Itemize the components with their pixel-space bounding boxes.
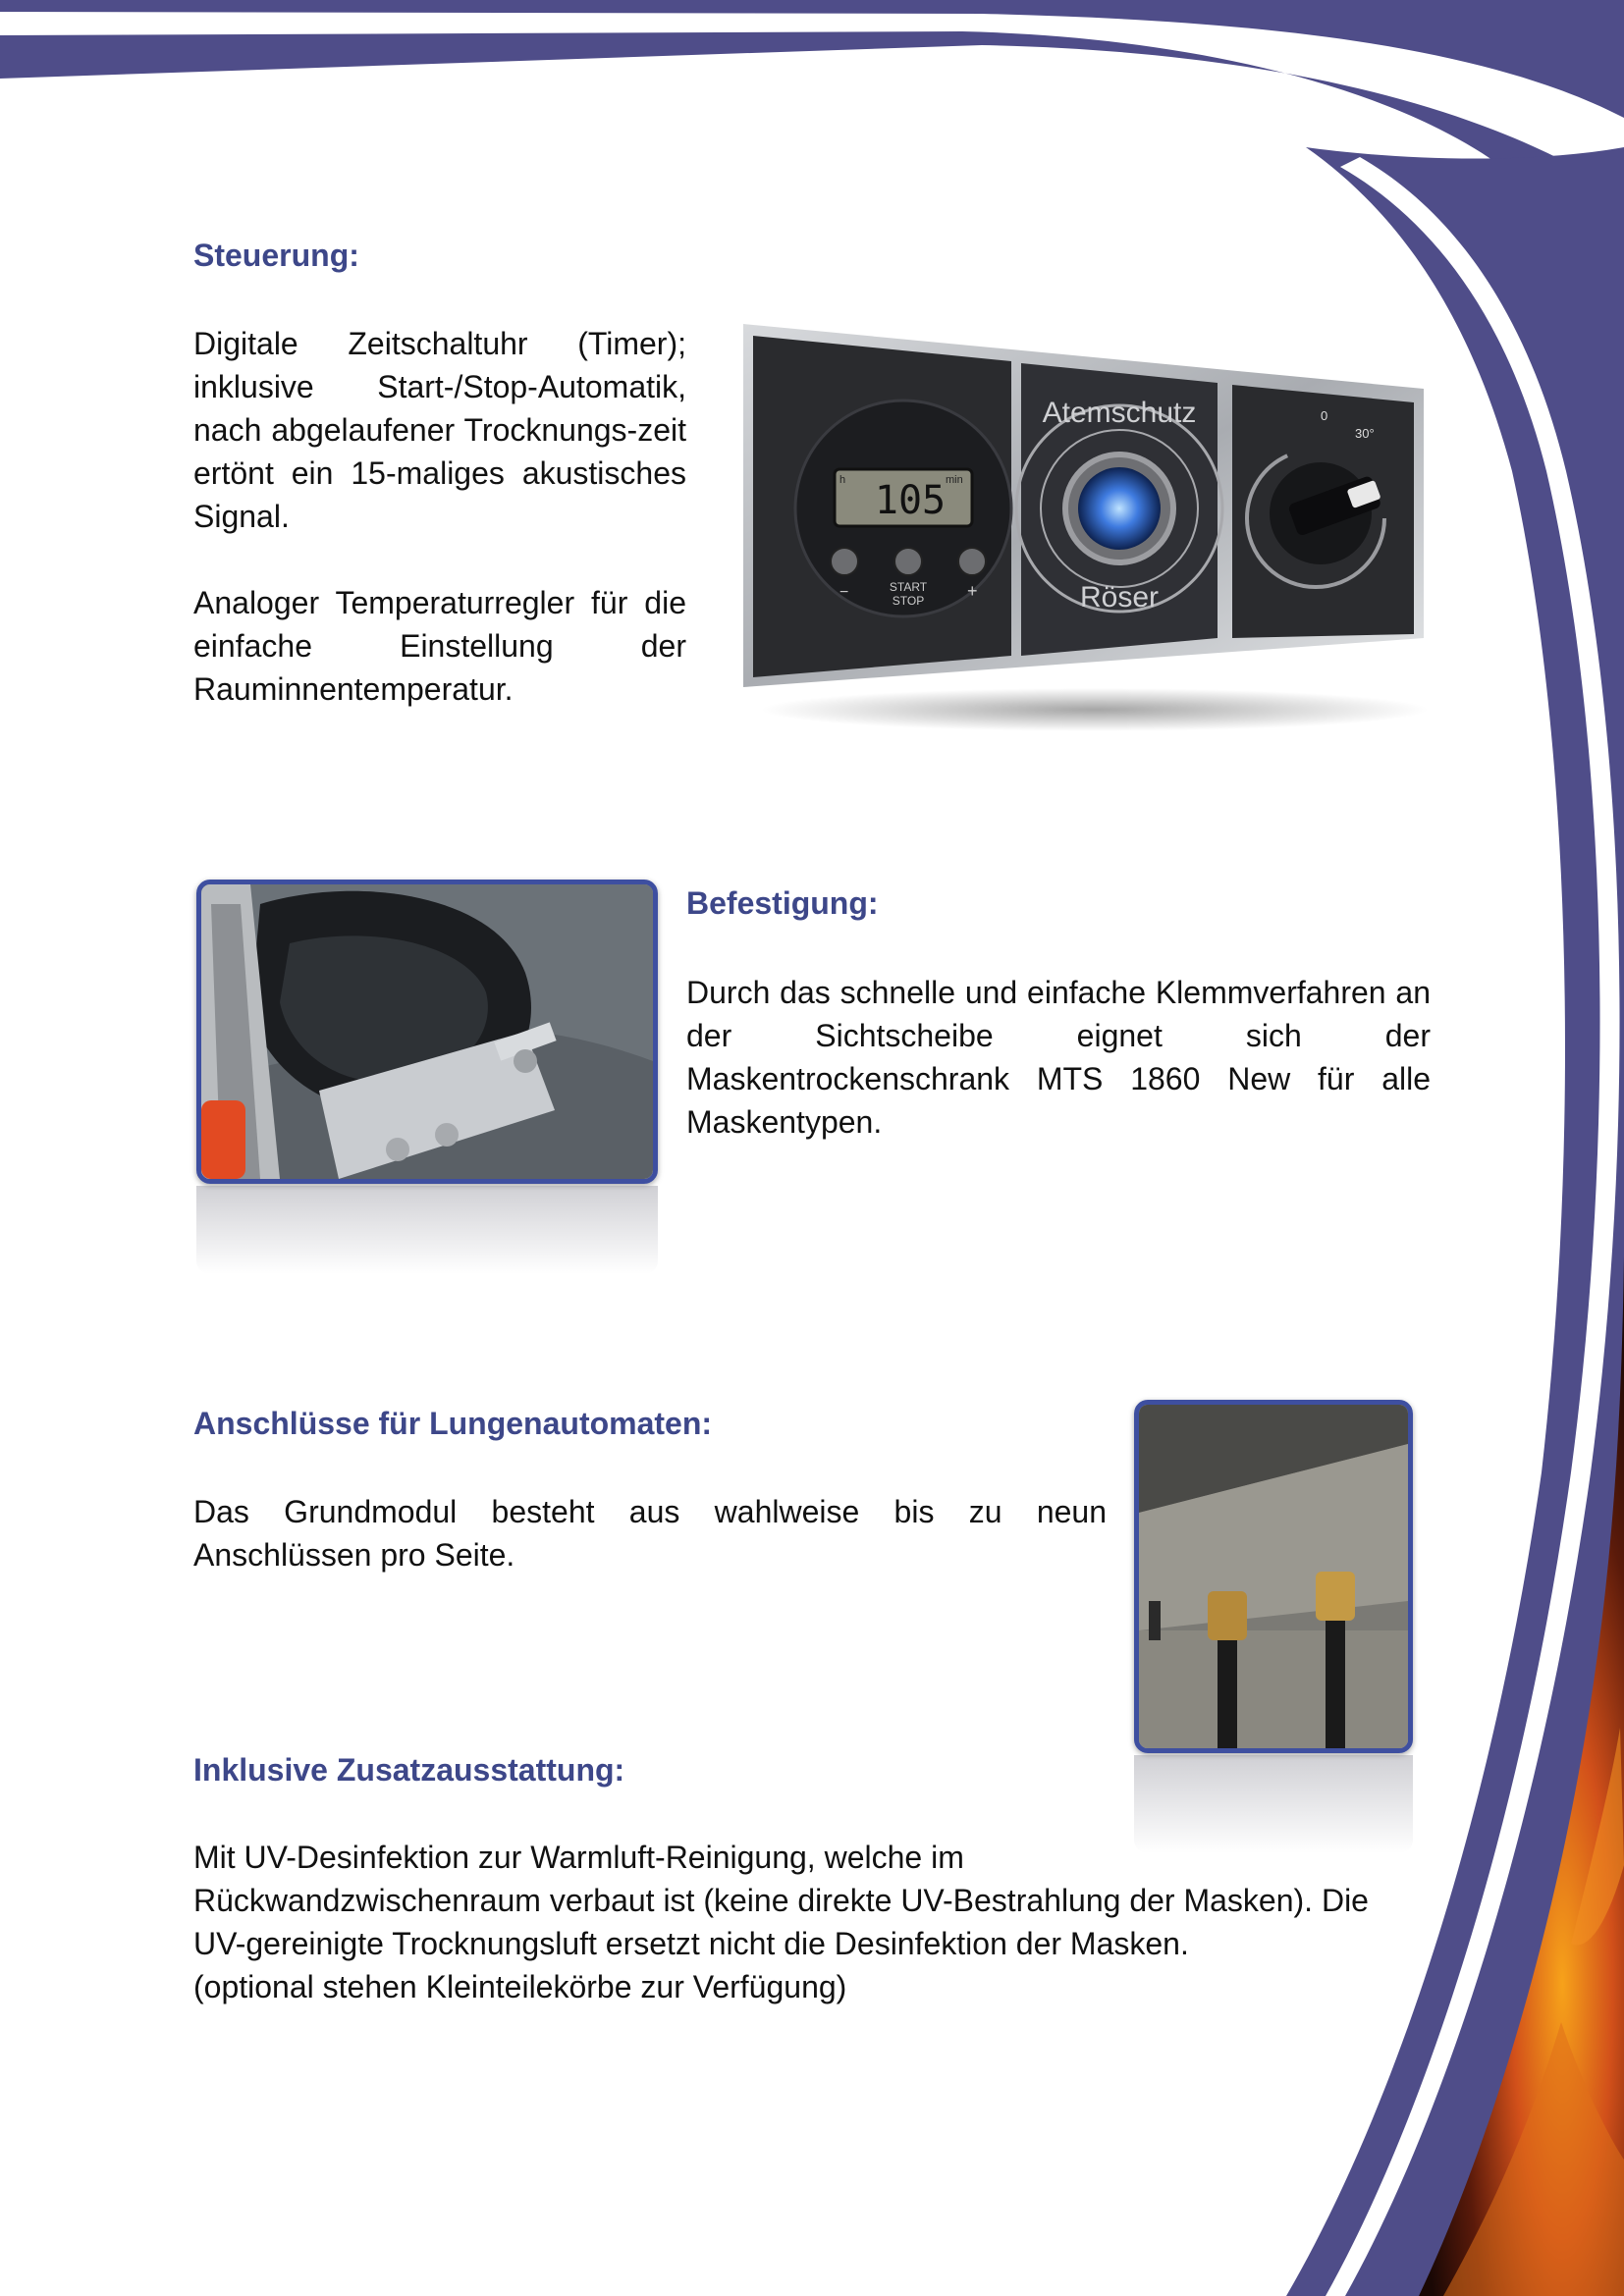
timer-stop-label: STOP <box>892 594 925 608</box>
timer-display: 105 <box>874 478 947 523</box>
timer-minus-button <box>831 548 858 575</box>
control-panel-image <box>741 322 1429 734</box>
zusatz-line: Mit UV-Desinfektion zur Warmluft-Reinigung, welche im <box>193 1840 964 1875</box>
clamp-photo <box>196 880 658 1184</box>
paragraph-steuerung-temperature: Analoger Temperaturregler für die einfache Einstellung der Rauminnentemperatur. <box>193 585 686 707</box>
zusatz-line: Rückwandzwischenraum verbaut ist (keine direkte UV-Bestrahlung der Masken). Die <box>193 1883 1369 1918</box>
zusatz-line: (optional stehen Kleinteilekörbe zur Verfügung) <box>193 1969 847 2004</box>
paragraph-anschluesse: Das Grundmodul besteht aus wahlweise bis zu neun Anschlüssen pro Seite. <box>193 1494 1107 1573</box>
timer-start-label: START <box>889 580 928 594</box>
timer-unit-right: min <box>946 474 963 486</box>
zusatz-line: UV-gereinigte Trocknungsluft ersetzt nicht die Desinfektion der Masken. <box>193 1926 1189 1961</box>
timer-plus-button <box>958 548 986 575</box>
clamp-photo-reflection <box>196 1186 658 1274</box>
emblem-top-text: Atemschutz <box>1042 397 1197 429</box>
red-handle <box>201 1100 245 1179</box>
connector-photo <box>1134 1400 1413 1753</box>
paragraph-zusatzausstattung <box>193 1836 1460 2008</box>
paragraph-steuerung-timer: Digitale Zeitschaltuhr (Timer); inklusive Start-/Stop-Automatik, nach abgelaufener Trocknungs-zeit ertönt ein 15-maliges akustisches Signal. <box>193 326 686 534</box>
dial-mark-zero: 0 <box>1321 408 1328 423</box>
timer-start-stop-button <box>894 548 922 575</box>
heading-anschluesse: Anschlüsse für Lungenautomaten: <box>193 1406 713 1441</box>
dial-mark-30: 30° <box>1355 426 1375 441</box>
heading-zusatzausstattung: Inklusive Zusatzausstattung: <box>193 1752 625 1788</box>
timer-plus-label: + <box>967 581 978 601</box>
timer-minus-label: − <box>839 584 849 601</box>
timer-unit-left: h <box>839 474 846 486</box>
blue-indicator-light <box>1078 467 1161 550</box>
paragraph-befestigung: Durch das schnelle und einfache Klemmverfahren an der Sichtscheibe eignet sich der Maskentrockenschrank MTS 1860 New für alle Maskentypen. <box>686 975 1431 1140</box>
emblem-bottom-text: Röser <box>1079 581 1160 614</box>
heading-steuerung: Steuerung: <box>193 238 359 273</box>
heading-befestigung: Befestigung: <box>686 885 879 921</box>
